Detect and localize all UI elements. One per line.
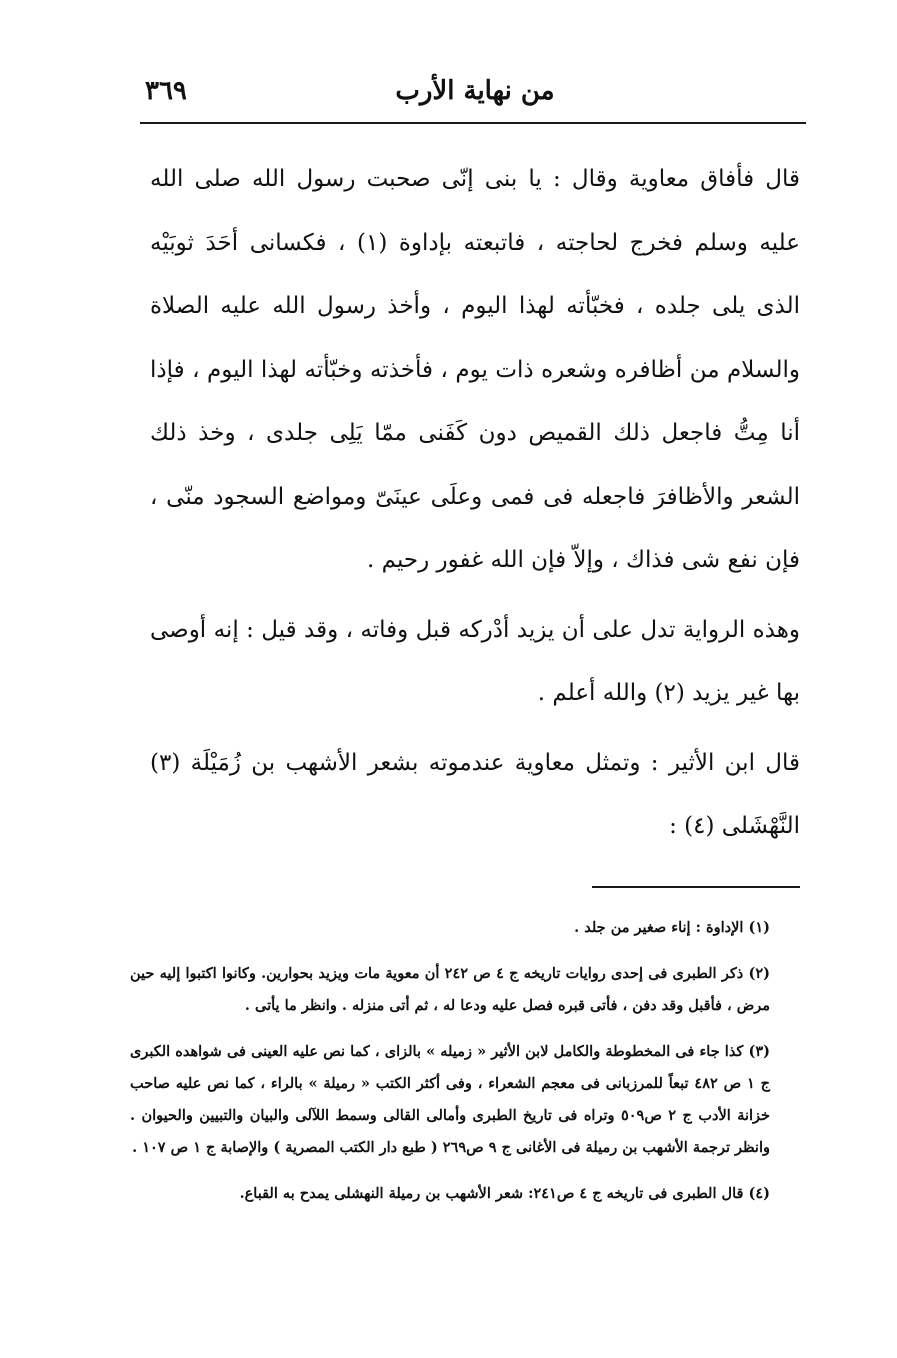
header-rule: [140, 122, 806, 124]
footnote-separator: [592, 886, 800, 888]
paragraph-2: وهذه الرواية تدل على أن يزيد أدْركه قبل وفاته ، وقد قيل : إنه أوصى بها غير يزيد (٢) والله أعلم .: [150, 616, 800, 706]
page-header: [145, 72, 805, 116]
footnote-4: (٤) قال الطبرى فى تاريخه ج ٤ ص٢٤١: شعر الأشهب بن رميلة النهشلى يمدح به القباع.: [239, 1185, 770, 1202]
paragraph-3: قال ابن الأثير : وتمثل معاوية عندموته بشعر الأشهب بن زُمَيْلَة (٣) النَّهْشَلى (٤) :: [150, 749, 800, 839]
footnote-3: (٣) كذا جاء فى المخطوطة والكامل لابن الأثير « زميله » بالزاى ، كما نص عليه العينى فى شواهده الكبرى ج ١ ص ٤٨٢ تبعاً للمرزبانى فى معجم الشعراء ، وفى أكثر الكتب « رميلة » بالراء ، كما نص عليه صاحب خزانة الأدب ج ٢ ص٥٠٩ وتراه فى تاريخ الطبرى وأمالى القالى وسمط اللآلى والبيان والتبيين والحيوان . وانظر ترجمة الأشهب بن رميلة فى الأغانى ج ٩ ص٢٦٩ ( طبع دار الكتب المصرية ) والإصابة ج ١ ص ١٠٧ .: [130, 1043, 770, 1156]
paragraph-1: قال فأفاق معاوية وقال : يا بنى إنّى صحبت رسول الله صلى الله عليه وسلم فخرج لحاجته ، فاتبعته بإداوة (١) ، فكسانى أحَدَ ثوبَيْه الذى يلى جلده ، فخبّأته لهذا اليوم ، وأخذ رسول الله عليه الصلاة والسلام من أظافره وشعره ذات يوم ، فأخذته وخبّأته لهذا اليوم ، فإذا أنا مِتُّ فاجعل ذلك القميص دون كَفَنى ممّا يَلِى جلدى ، وخذ ذلك الشعر والأظافرَ فاجعله فى فمى وعلَى عينَىّ ومواضع السجود منّى ، فإن نفع شى فذاك ، وإلاّ فإن الله غفور رحيم .: [150, 166, 801, 573]
footnote-1: (١) الإداوة : إناء صغير من جلد .: [574, 919, 770, 936]
footnote-2: (٢) ذكر الطبرى فى إحدى روايات تاريخه ج ٤ ص ٢٤٢ أن معوية مات ويزيد بحوارين. وكانوا اكتبوا إليه حين مرض ، فأقبل وقد دفن ، فأتى قبره فصل عليه ودعا له ، ثم أتى منزله . وانظر ما يأتى .: [130, 965, 770, 1014]
footnotes: [130, 912, 770, 1224]
running-title: من نهاية الأرب: [395, 76, 555, 106]
main-text: [150, 148, 800, 859]
page-number: ٣٦٩: [145, 76, 187, 106]
